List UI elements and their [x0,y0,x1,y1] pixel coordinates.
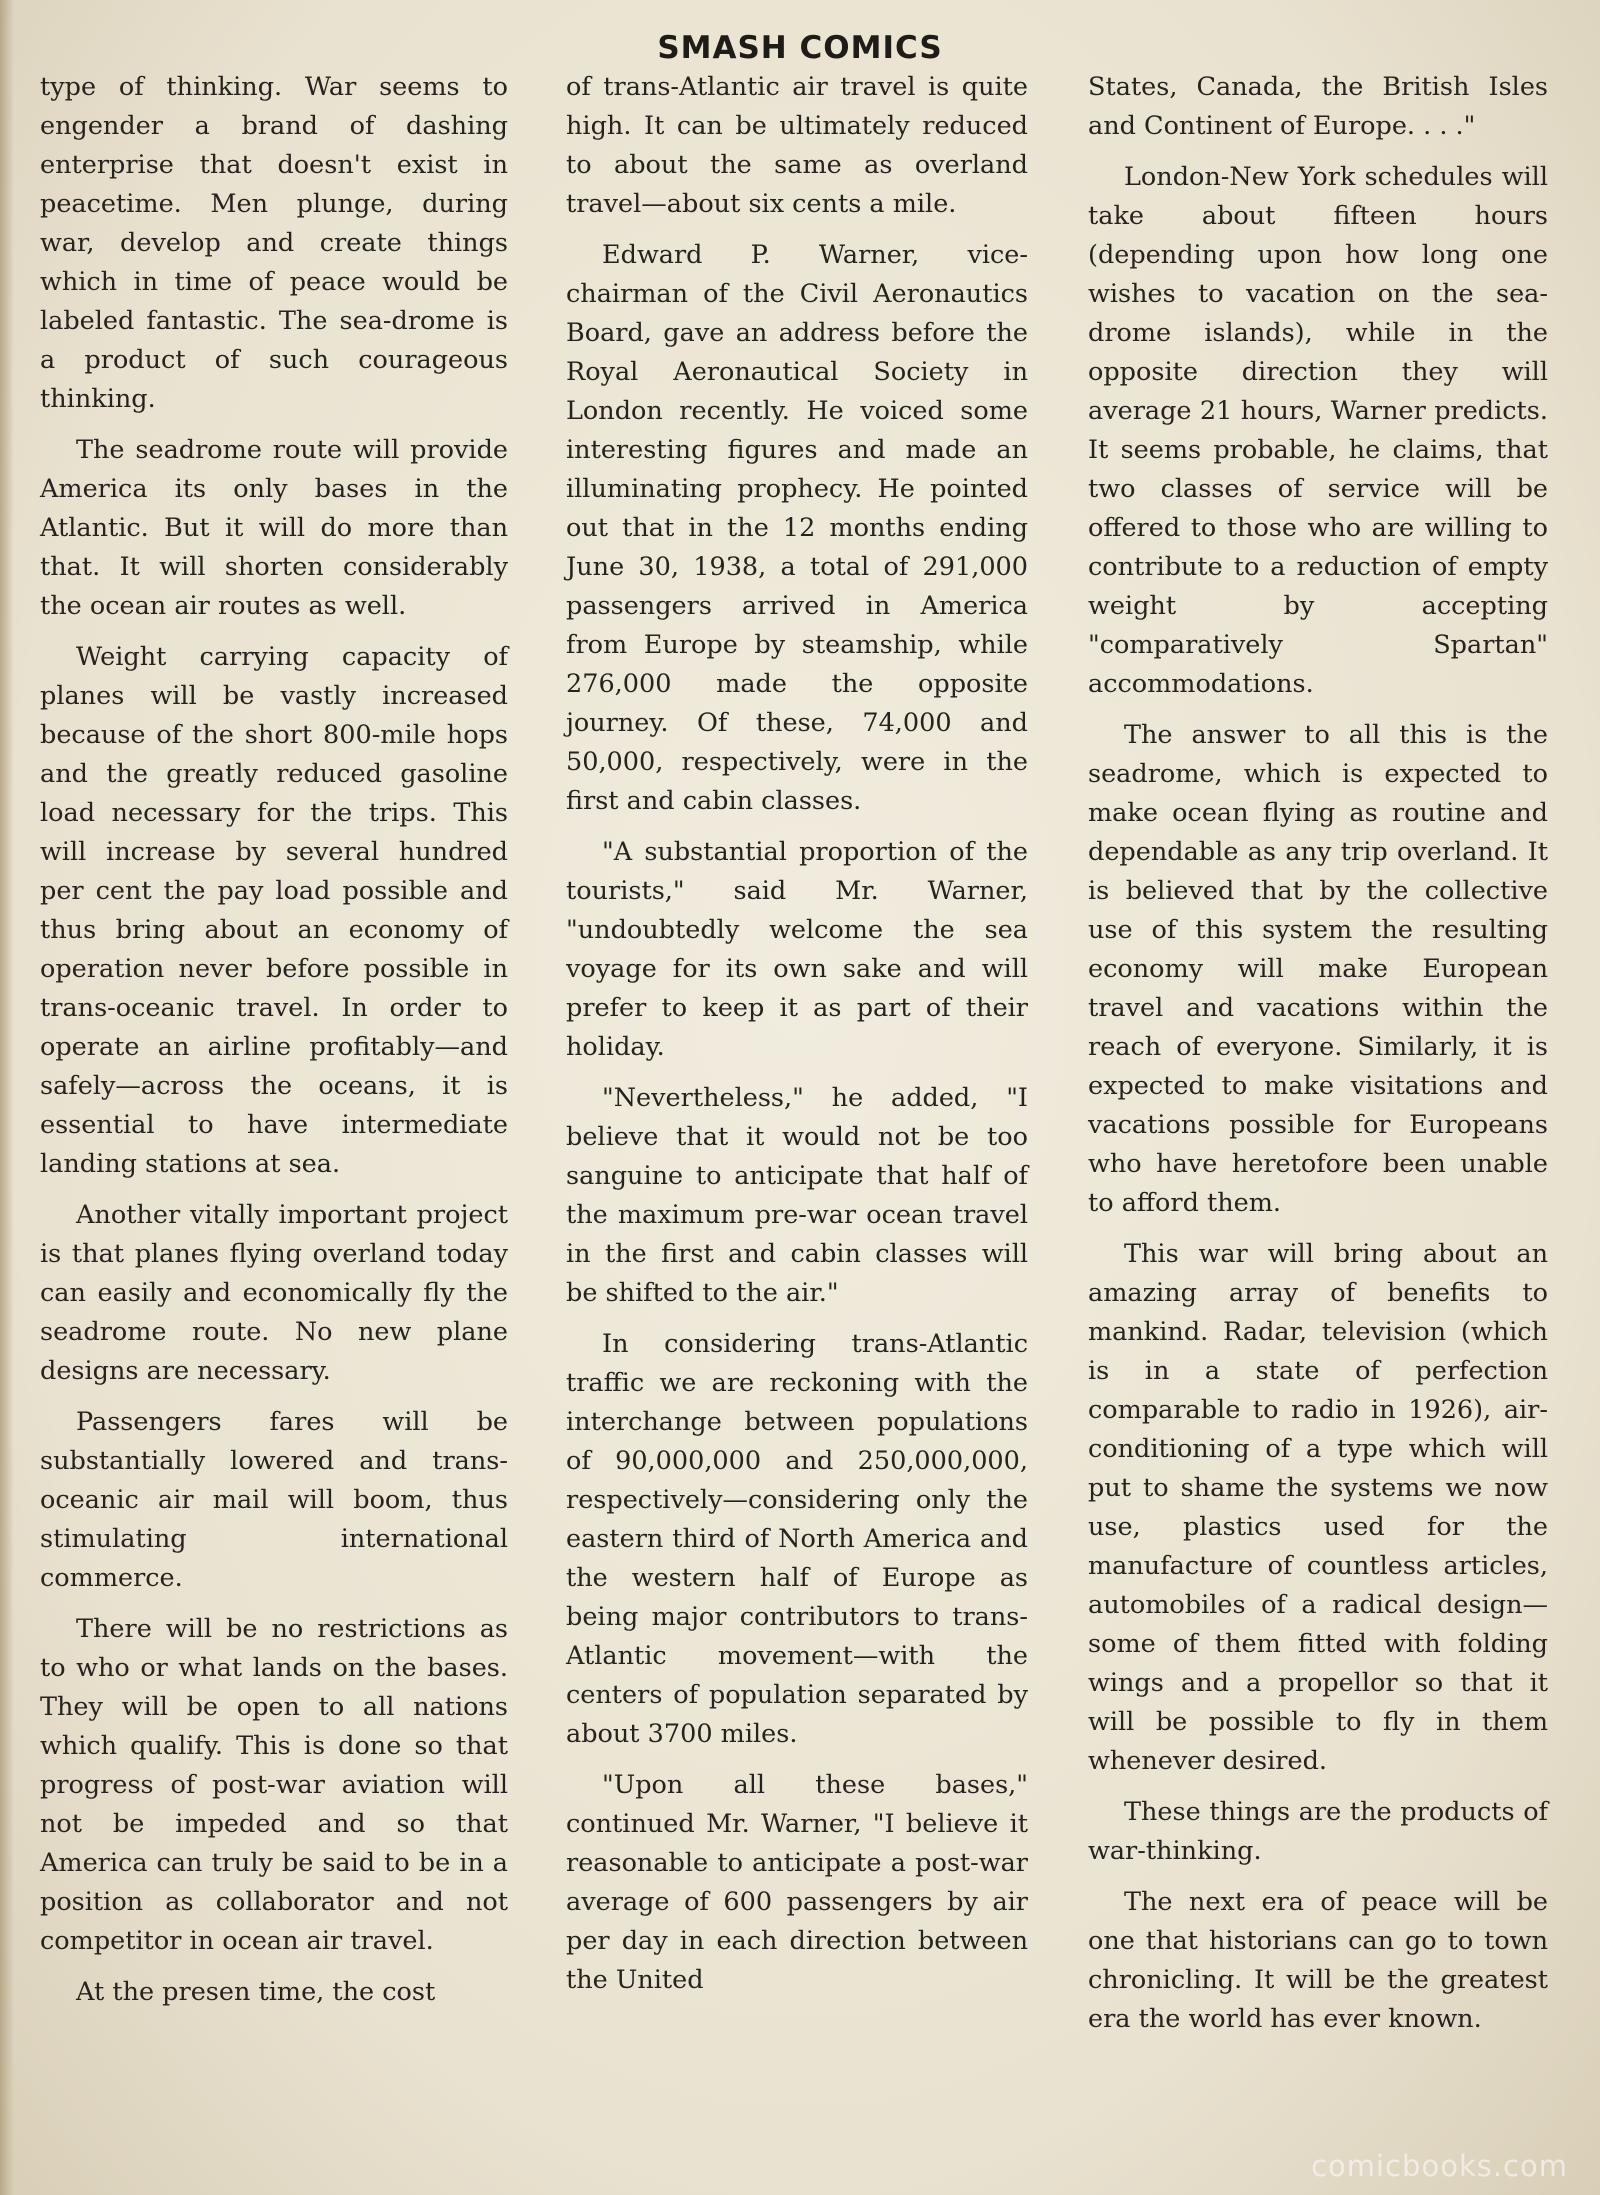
page-header-title: SMASH COMICS [657,30,943,66]
paragraph: "Nevertheless," he added, "I believe that it would not be too sanguine to anticipate that half of the maximum pre-war ocean travel in the first and cabin classes will be shifted to the air." [566,1083,1028,1308]
paragraph: States, Canada, the British Isles and Continent of Europe. . . ." [1088,72,1548,141]
paragraph: There will be no restrictions as to who or what lands on the bases. They will be open to all nations which qualify. This is done so that progress of post-war aviation will not be impeded and so that America can truly be said to be in a position as collaborator and not competitor in ocean air travel. [40,1614,508,1956]
paragraph: In considering trans-Atlantic traffic we are reckoning with the interchange between populations of 90,000,000 and 250,000,000, respectively—considering only the eastern third of North America and the western half of Europe as being major contributors to trans-Atlantic movement—with the centers of population separated by about 3700 miles. [566,1329,1028,1749]
page-edge-shadow [0,0,14,2195]
paragraph: Another vitally important project is that planes flying overland today can easily and economically fly the seadrome route. No new plane designs are necessary. [40,1200,508,1386]
paragraph: At the presen time, the cost [76,1977,436,2007]
paragraph: type of thinking. War seems to engender a brand of dashing enterprise that doesn't exist in peacetime. Men plunge, during war, develop and create things which in time of peace would be labeled fantastic. The sea-drome is a product of such courageous thinking. [40,72,508,414]
paragraph: The answer to all this is the seadrome, which is expected to make ocean flying as routine and dependable as any trip overland. It is believed that by the collective use of this system the resulting economy will make European travel and vacations within the reach of everyone. Similarly, it is expected to make visitations and vacations possible for Europeans who have heretofore been unable to afford them. [1088,720,1548,1218]
paragraph: London-New York schedules will take about fifteen hours (depending upon how long one wishes to vacation on the sea-drome islands), while in the opposite direction they will average 21 hours, Warner predicts. It seems probable, he claims, that two classes of service will be offered to those who are willing to contribute to a reduction of empty weight by accepting "comparatively Spartan" accommodations. [1088,162,1548,699]
paragraph: This war will bring about an amazing array of benefits to mankind. Radar, television (which is in a state of perfection comparable to radio in 1926), air-conditioning of a type which will put to shame the systems we now use, plastics used for the manufacture of countless articles, automobiles of a radical design—some of them fitted with folding wings and a propellor so that it will be possible to fly in them whenever desired. [1088,1239,1548,1776]
paragraph: The seadrome route will provide America its only bases in the Atlantic. But it will do more than that. It will shorten considerably the ocean air routes as well. [40,435,508,621]
text-column-2 [566,68,1028,2012]
paragraph: Edward P. Warner, vice-chairman of the Civil Aeronautics Board, gave an address before the Royal Aeronautical Society in London recently. He voiced some interesting figures and made an illuminating prophecy. He pointed out that in the 12 months ending June 30, 1938, a total of 291,000 passengers arrived in America from Europe by steamship, while 276,000 made the opposite journey. Of these, 74,000 and 50,000, respectively, were in the first and cabin classes. [566,240,1028,816]
paragraph: These things are the products of war-thinking. [1088,1797,1548,1866]
paragraph: Passengers fares will be substantially lowered and trans-oceanic air mail will boom, thus stimulating international commerce. [40,1407,508,1593]
paragraph: of trans-Atlantic air travel is quite high. It can be ultimately reduced to about the same as overland travel—about six cents a mile. [566,72,1028,219]
paragraph: "Upon all these bases," continued Mr. Warner, "I believe it reasonable to anticipate a post-war average of 600 passengers by air per day in each direction between the United [566,1770,1028,1995]
paragraph: Weight carrying capacity of planes will be vastly increased because of the short 800-mile hops and the greatly reduced gasoline load necessary for the trips. This will increase by several hundred per cent the pay load possible and thus bring about an economy of operation never before possible in trans-oceanic travel. In order to operate an airline profitably—and safely—across the oceans, it is essential to have intermediate landing stations at sea. [40,642,508,1179]
watermark: comicbooks.com [1311,2149,1568,2183]
text-column-3 [1088,68,1548,2051]
text-column-1 [40,68,508,2024]
paragraph: The next era of peace will be one that historians can go to town chronicling. It will be the greatest era the world has ever known. [1088,1887,1548,2034]
paragraph: "A substantial proportion of the tourists," said Mr. Warner, "undoubtedly welcome the sea voyage for its own sake and will prefer to keep it as part of their holiday. [566,837,1028,1062]
